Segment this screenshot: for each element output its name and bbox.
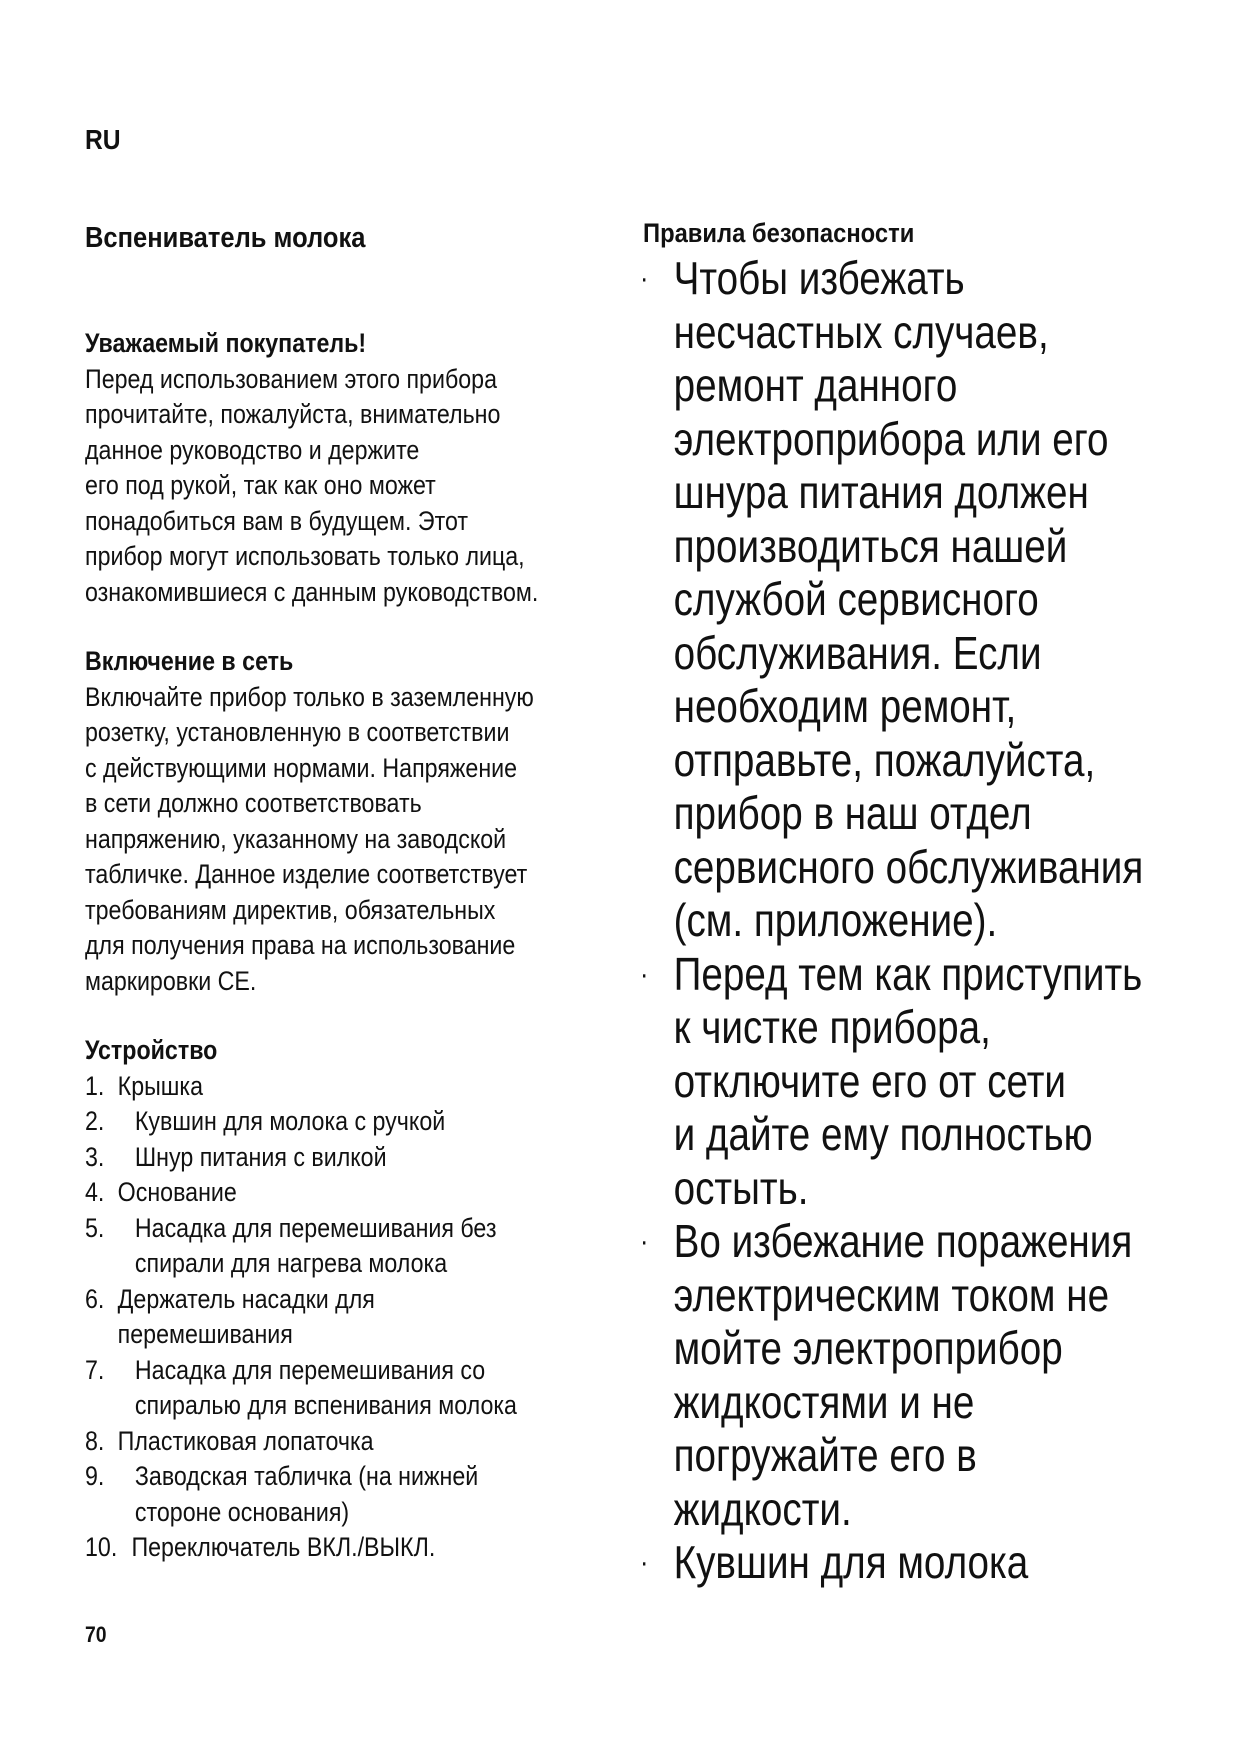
list-item xyxy=(85,1175,618,1211)
list-item xyxy=(85,1211,618,1282)
device-section xyxy=(85,1033,618,1566)
list-item-number: 6. xyxy=(85,1283,105,1314)
device-heading: Устройство xyxy=(85,1035,218,1065)
document-title: Вспениватель молока xyxy=(85,222,366,254)
bullet-icon: · xyxy=(640,1546,649,1579)
list-item-number: 7. xyxy=(85,1354,105,1385)
list-item-text: Основание xyxy=(117,1177,237,1207)
list-item xyxy=(85,1069,618,1105)
list-item-text: Кувшин для молока с ручкой xyxy=(134,1106,446,1136)
power-heading: Включение в сеть xyxy=(85,646,294,676)
bullet-icon: · xyxy=(640,262,649,295)
list-item xyxy=(85,1140,618,1176)
list-item-text: Насадка для перемешивания без спирали для нагрева молока xyxy=(134,1212,497,1278)
list-item-text: Заводская табличка (на нижней стороне основания) xyxy=(134,1461,479,1527)
safety-heading: Правила безопасности xyxy=(643,218,915,248)
list-item xyxy=(85,1424,618,1460)
safety-rules-list xyxy=(640,252,1178,1590)
list-item xyxy=(85,1530,618,1566)
list-item-text: Переключатель ВКЛ./ВЫКЛ. xyxy=(131,1532,436,1562)
safety-item xyxy=(640,1536,1178,1590)
safety-item-text: Чтобы избежать несчастных случаев, ремонт данного электроприбора или его шнура питания должен производиться нашей службой сервисного обслуживания. Если необходим ремонт, отправьте, пожалуйста, прибор в наш отдел сервисного обслуживания (см. приложение). xyxy=(673,252,1144,946)
list-item-text: Пластиковая лопаточка xyxy=(117,1425,374,1456)
list-item xyxy=(85,1459,618,1530)
safety-item xyxy=(640,252,1178,948)
list-item-number: 10. xyxy=(85,1532,118,1562)
page-number: 70 xyxy=(85,1622,107,1647)
device-parts-list xyxy=(85,1069,618,1566)
safety-item-text: Перед тем как приступить к чистке прибора, отключите его от сети и дайте ему полностью остыть. xyxy=(673,947,1143,1214)
list-item-text: Насадка для перемешивания со спиралью для вспенивания молока xyxy=(134,1354,517,1420)
list-item-number: 1. xyxy=(85,1070,105,1101)
greeting-heading: Уважаемый покупатель! xyxy=(85,328,367,358)
list-item xyxy=(85,1104,618,1140)
left-column xyxy=(85,326,618,1566)
list-item-number: 4. xyxy=(85,1177,105,1207)
list-item xyxy=(85,1353,618,1424)
safety-item xyxy=(640,948,1178,1216)
list-item-number: 5. xyxy=(85,1212,105,1243)
safety-item-text: Кувшин для молока xyxy=(673,1536,1029,1588)
list-item-number: 8. xyxy=(85,1425,105,1456)
safety-item-text: Во избежание поражения электрическим током не мойте электроприбор жидкостями и не погружайте его в жидкости. xyxy=(673,1215,1133,1535)
power-text: Включайте прибор только в заземленную розетку, установленную в соответствии с действующими нормами. Напряжение в сети должно соответствовать напряжению, указанному на заводской табличке. Данное изделие соответствует требованиям директив, обязательных для получения права на использование маркировки CE. xyxy=(85,681,534,996)
greeting-text: Перед использованием этого прибора прочитайте, пожалуйста, внимательно данное руководство и держите его под рукой, так как оно может понадобиться вам в будущем. Этот прибор могут использовать только лица, ознакомившиеся с данным руководством. xyxy=(85,363,539,607)
list-item-text: Шнур питания с вилкой xyxy=(134,1141,387,1172)
bullet-icon: · xyxy=(640,957,649,991)
safety-item xyxy=(640,1215,1178,1536)
list-item xyxy=(85,1282,618,1353)
power-section xyxy=(85,644,618,999)
list-item-number: 3. xyxy=(85,1141,105,1172)
list-item-number: 9. xyxy=(85,1461,105,1491)
list-item-number: 2. xyxy=(85,1106,105,1136)
bullet-icon: · xyxy=(640,1225,649,1258)
list-item-text: Держатель насадки для перемешивания xyxy=(117,1283,375,1349)
list-item-text: Крышка xyxy=(117,1070,204,1101)
language-code: RU xyxy=(85,124,121,155)
greeting-section xyxy=(85,326,618,610)
